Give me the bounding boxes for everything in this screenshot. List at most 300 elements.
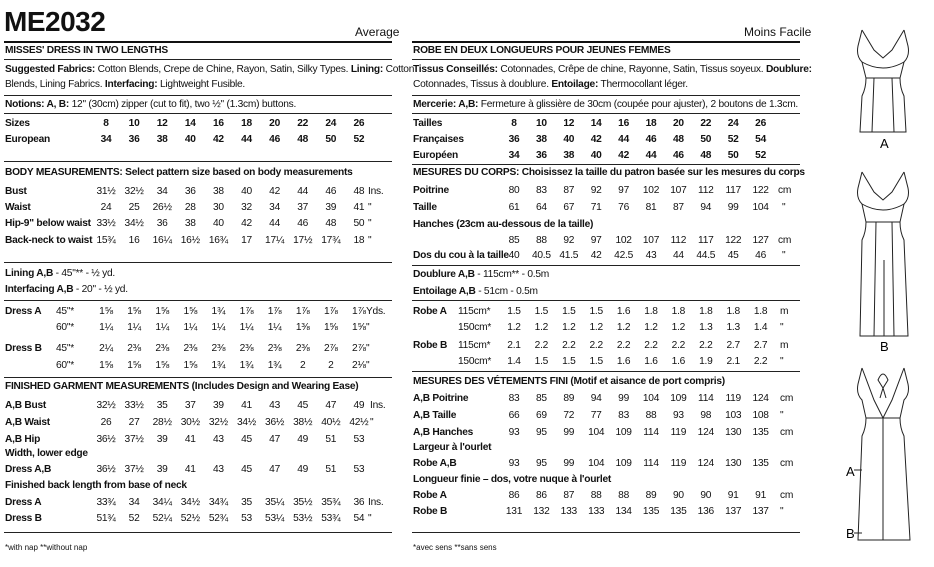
fr-taille-value-cell: 104: [752, 202, 769, 213]
fr-yardage-value-cell: 2.2: [589, 340, 603, 351]
fr-yardage-value-cell: 1.5: [589, 356, 603, 367]
fr-taille-cell: 22: [700, 118, 712, 129]
en-finished-value-cell: 43: [212, 434, 224, 445]
fr-yardage-value-cell: 1.5: [507, 306, 521, 317]
fr-hanches-value-cell: 117: [698, 235, 714, 246]
en-european-cell: 42: [212, 134, 224, 145]
fr-finished-title: MESURES DES VÉTEMENTS FINI (Motif et aisance de port compris): [413, 376, 725, 387]
en-footnote: *with nap **without nap: [5, 543, 88, 552]
en-lining-yardage: Lining A,B - 45"** - ½ yd.: [5, 268, 115, 279]
fr-finished-value-cell: 98: [700, 410, 712, 421]
en-yardage-value-cell: 2⅞: [323, 343, 338, 354]
en-dress-ab-value-cell: 53: [353, 464, 365, 475]
en-yardage-value-cell: 1⅝: [183, 306, 198, 317]
en-size-cell: 16: [212, 118, 224, 129]
en-back-value-cell: 53½: [293, 513, 313, 524]
en-size-cell: 8: [103, 118, 109, 129]
fr-robe-ab-value-cell: 135: [752, 458, 769, 469]
fr-robe-ab-value-cell: 109: [615, 458, 632, 469]
en-body-value-cell: 26½: [152, 202, 172, 213]
en-fabric-width: 60"*: [56, 360, 74, 371]
en-yardage-value-cell: 2⅜: [267, 343, 282, 354]
en-yardage-value-cell: 1⅝: [155, 306, 170, 317]
en-size-cell: 20: [269, 118, 281, 129]
en-european-cell: 50: [325, 134, 337, 145]
fr-poitrine-value-cell: 87: [563, 185, 575, 196]
en-yardage-value-cell: 2⅞: [352, 343, 366, 354]
en-yardage-value-cell: 2: [299, 360, 306, 371]
fr-yardage-value-cell: 1.6: [616, 356, 631, 367]
fr-back-value-cell: 135: [670, 506, 687, 517]
fr-robe-ab-unit: cm: [780, 458, 794, 469]
fr-taille-value-cell: 67: [563, 202, 575, 213]
en-back-value-cell: 52: [128, 513, 140, 524]
en-finished-row-label: A,B Waist: [5, 417, 50, 428]
en-finished-value-cell: 33½: [124, 400, 144, 411]
en-back-value-cell: 52½: [180, 513, 200, 524]
fr-francaise-cell: 50: [700, 134, 712, 145]
fr-finished-value-cell: 99: [618, 393, 630, 404]
fr-hanches-value-cell: 112: [670, 235, 687, 246]
fr-francaise-cell: 36: [508, 134, 520, 145]
en-yardage-unit: ": [366, 343, 370, 354]
en-dress-ab-value-cell: 41: [184, 464, 196, 475]
en-finished-unit: Ins.: [370, 400, 386, 411]
fr-finished-row-label: A,B Poitrine: [413, 393, 469, 404]
en-sizes-label: Sizes: [5, 118, 30, 129]
en-european-cell: 44: [241, 134, 252, 145]
en-body-unit: ": [368, 218, 372, 229]
fr-yardage-value-cell: 2.7: [726, 340, 740, 351]
en-body-row-label: Bust: [5, 186, 27, 197]
fr-yardage-value-cell: 1.8: [644, 306, 658, 317]
fr-yardage-value-cell: 1.5: [589, 306, 603, 317]
fr-yardage-value-cell: 2.2: [699, 340, 713, 351]
fr-robe-ab-label: Robe A,B: [413, 458, 457, 469]
en-body-value-cell: 34½: [124, 218, 144, 229]
en-body-value-cell: 40: [212, 218, 224, 229]
en-finished-value-cell: 35: [156, 400, 168, 411]
en-yardage-value-cell: 2⅜: [155, 343, 170, 354]
fr-back-value-cell: 90: [700, 490, 712, 501]
fr-longueur-label: Longueur finie – dos, votre nuque à l'ourlet: [413, 474, 612, 485]
en-finished-value-cell: 32½: [96, 400, 116, 411]
en-body-value-cell: 17¼: [265, 235, 285, 246]
en-body-value-cell: 48: [353, 186, 365, 197]
fr-robe-ab-value-cell: 104: [588, 458, 605, 469]
fr-finished-unit: cm: [780, 393, 794, 404]
en-finished-value-cell: 45: [297, 400, 309, 411]
fr-yardage-value-cell: 2.1: [726, 356, 740, 367]
en-finished-value-cell: 27: [128, 417, 140, 428]
fr-taille-value-cell: 81: [645, 202, 657, 213]
en-size-cell: 24: [325, 118, 337, 129]
fr-dos-value-cell: 40.5: [531, 250, 551, 261]
en-back-value-cell: 53¼: [265, 513, 285, 524]
fr-finished-value-cell: 83: [508, 393, 520, 404]
en-yardage-value-cell: 1⅞: [295, 306, 310, 317]
en-dress-ab-value-cell: 47: [269, 464, 281, 475]
fr-largeur-label: Largeur à l'ourlet: [413, 442, 492, 453]
fr-back-row-label: Robe B: [413, 506, 448, 517]
en-yardage-unit: ": [366, 322, 370, 333]
en-finished-value-cell: 43: [269, 400, 281, 411]
en-back-row-label: Dress B: [5, 513, 42, 524]
fr-poitrine-unit: cm: [778, 185, 792, 196]
en-body-value-cell: 30: [212, 202, 224, 213]
fr-poitrine-value-cell: 122: [752, 185, 769, 196]
fr-europeen-cell: 40: [590, 150, 602, 161]
fr-yardage-unit: ": [780, 356, 784, 367]
fr-back-value-cell: 88: [618, 490, 630, 501]
en-body-value-cell: 16½: [180, 235, 200, 246]
en-finished-value-cell: 41: [184, 434, 196, 445]
fr-finished-value-cell: 72: [563, 410, 575, 421]
fr-finished-value-cell: 104: [588, 427, 605, 438]
en-size-cell: 10: [128, 118, 140, 129]
fr-yardage-unit: m: [780, 306, 789, 317]
en-body-value-cell: 16: [128, 235, 140, 246]
en-european-cell: 52: [353, 134, 365, 145]
en-finished-value-cell: 36½: [96, 434, 116, 445]
en-yardage-value-cell: 1⅝: [99, 360, 113, 371]
fr-fabrics-line2: Cotonnades, Tissus à doublure. Entoilage: Thermocollant léger.: [413, 79, 688, 90]
fr-yardage-value-cell: 2.7: [753, 340, 768, 351]
fr-yardage-value-cell: 1.5: [562, 306, 576, 317]
fr-finished-row-label: A,B Taille: [413, 410, 457, 421]
fr-yardage-value-cell: 2.2: [753, 356, 768, 367]
en-body-value-cell: 17: [241, 235, 252, 246]
difficulty-en: Average: [355, 25, 400, 39]
fr-hanches-value-cell: 97: [590, 235, 602, 246]
en-body-value-cell: 36: [184, 186, 196, 197]
fr-francaise-cell: 48: [672, 134, 684, 145]
fr-poitrine-value-cell: 102: [642, 185, 660, 196]
en-body-value-cell: 34: [269, 202, 281, 213]
en-body-value-cell: 17½: [293, 235, 313, 246]
fr-back-value-cell: 133: [588, 506, 605, 517]
fr-finished-value-cell: 103: [725, 410, 742, 421]
en-notions: Notions: A, B: 12" (30cm) zipper (cut to fit), two ½" (1.3cm) buttons.: [5, 99, 297, 110]
fr-poitrine-value-cell: 83: [535, 185, 547, 196]
fr-finished-value-cell: 108: [752, 410, 769, 421]
fr-finished-value-cell: 77: [590, 410, 602, 421]
fr-taille-value-cell: 87: [672, 202, 684, 213]
fr-finished-value-cell: 114: [643, 427, 659, 438]
fr-robe-ab-value-cell: 119: [670, 458, 687, 469]
en-yardage-value-cell: 2¼: [99, 343, 113, 354]
fr-yardage-value-cell: 1.2: [507, 322, 521, 333]
en-yardage-value-cell: 1⅝: [183, 360, 198, 371]
en-finished-value-cell: 51: [325, 434, 337, 445]
fr-doublure-yardage: Doublure A,B - 115cm** - 0.5m: [413, 269, 549, 280]
fr-taille-cell: 16: [618, 118, 630, 129]
en-yardage-unit: ": [366, 360, 370, 371]
dress-illustrations: [800, 0, 934, 567]
fr-yardage-value-cell: 1.4: [753, 322, 768, 333]
en-finished-title: FINISHED GARMENT MEASUREMENTS (Includes Design and Wearing Ease): [5, 381, 359, 392]
en-yardage-value-cell: 2⅜: [211, 343, 226, 354]
en-finished-row-label: A,B Hip: [5, 434, 41, 445]
difficulty-fr: Moins Facile: [744, 25, 812, 39]
en-yardage-value-cell: 2⅜: [239, 343, 254, 354]
fr-back-row-label: Robe A: [413, 490, 447, 501]
fr-back-value-cell: 91: [755, 490, 767, 501]
en-yardage-value-cell: 1⅞: [323, 306, 338, 317]
fr-back-value-cell: 91: [727, 490, 739, 501]
fr-fabric-width: 115cm*: [458, 306, 491, 317]
pattern-code: ME2032: [4, 6, 106, 37]
fr-robe-ab-value-cell: 130: [725, 458, 742, 469]
en-back-unit: ": [368, 513, 372, 524]
en-dress-ab-label: Dress A,B: [5, 464, 52, 475]
fr-yardage-value-cell: 1.8: [671, 306, 686, 317]
en-body-value-cell: 44: [269, 218, 281, 229]
fr-europeen-label: Européen: [413, 150, 458, 161]
view-b-label: B: [880, 339, 889, 354]
en-back-value-cell: 52¼: [152, 513, 172, 524]
fr-back-value-cell: 133: [560, 506, 577, 517]
fr-finished-value-cell: 130: [725, 427, 742, 438]
en-european-cell: 38: [156, 134, 168, 145]
en-finished-value-cell: 30½: [180, 417, 200, 428]
fr-dos-value-cell: 42.5: [614, 250, 633, 261]
fr-yardage-value-cell: 1.2: [616, 322, 631, 333]
en-fabric-width: 45"*: [56, 306, 74, 317]
en-finished-value-cell: 28½: [152, 417, 172, 428]
en-body-value-cell: 48: [325, 218, 337, 229]
fr-robe-ab-value-cell: 114: [643, 458, 659, 469]
fr-yardage-value-cell: 1.2: [671, 322, 686, 333]
dress-back-drawing: [854, 368, 910, 540]
fr-finished-value-cell: 119: [670, 427, 687, 438]
fr-taille-cell: 12: [563, 118, 575, 129]
fr-poitrine-value-cell: 112: [698, 185, 714, 196]
en-dress-a-label: Dress A: [5, 306, 42, 317]
fr-back-unit: ": [780, 506, 784, 517]
fr-poitrine-value-cell: 97: [618, 185, 630, 196]
en-body-value-cell: 46: [297, 218, 309, 229]
view-a-label: A: [880, 136, 889, 151]
en-back-value-cell: 54: [353, 513, 365, 524]
fr-taille-value-cell: 99: [727, 202, 739, 213]
fr-finished-value-cell: 88: [645, 410, 657, 421]
en-back-unit: Ins.: [368, 497, 384, 508]
fr-hanches-value-cell: 92: [563, 235, 575, 246]
dress-a-front-drawing: [858, 30, 909, 132]
fr-yardage-value-cell: 1.6: [671, 356, 686, 367]
en-size-cell: 18: [241, 118, 252, 129]
fr-yardage-value-cell: 1.3: [726, 322, 740, 333]
fr-dos-label: Dos du cou à la taille: [413, 250, 509, 261]
en-dress-ab-value-cell: 45: [241, 464, 252, 475]
en-yardage-value-cell: 1⅝: [127, 360, 141, 371]
fr-taille-cell: 24: [727, 118, 739, 129]
en-fabric-width: 60"*: [56, 322, 74, 333]
en-finished-value-cell: 53: [353, 434, 365, 445]
fr-finished-value-cell: 124: [752, 393, 769, 404]
fr-europeen-cell: 48: [700, 150, 712, 161]
en-european-cell: 48: [297, 134, 309, 145]
fr-taille-label: Taille: [413, 202, 437, 213]
fr-europeen-cell: 36: [535, 150, 547, 161]
en-fabrics-line2: Blends, Lining Fabrics. Interfacing: Lightweight Fusible.: [5, 79, 246, 90]
fr-robe-ab-value-cell: 124: [697, 458, 714, 469]
en-back-value-cell: 52¾: [208, 513, 228, 524]
en-back-row-label: Dress A: [5, 497, 42, 508]
fr-yardage-value-cell: 1.3: [699, 322, 713, 333]
fr-finished-value-cell: 93: [672, 410, 684, 421]
en-finished-value-cell: 34½: [236, 417, 257, 428]
fr-tailles-label: Tailles: [413, 118, 443, 129]
en-body-value-cell: 42: [241, 218, 252, 229]
fr-poitrine-value-cell: 107: [670, 185, 687, 196]
en-body-title: BODY MEASUREMENTS: Select pattern size based on body measurements: [5, 167, 353, 178]
fr-taille-cell: 18: [645, 118, 657, 129]
en-interfacing-yardage: Interfacing A,B - 20" - ½ yd.: [5, 284, 128, 295]
en-body-value-cell: 16¾: [208, 235, 228, 246]
fr-back-value-cell: 132: [533, 506, 550, 517]
fr-taille-value-cell: 76: [618, 202, 630, 213]
fr-dos-unit: ": [782, 250, 786, 261]
fr-hanches-value-cell: 85: [508, 235, 520, 246]
en-yardage-value-cell: 2: [328, 360, 334, 371]
en-yardage-value-cell: 1⅝: [352, 322, 366, 333]
fr-back-value-cell: 136: [697, 506, 714, 517]
dress-b-front-drawing: [858, 172, 909, 336]
fr-dos-value-cell: 40: [508, 250, 520, 261]
fr-hanches-unit: cm: [778, 235, 792, 246]
fr-francaise-cell: 44: [618, 134, 630, 145]
fr-finished-unit: ": [780, 410, 784, 421]
fr-taille-value-cell: 64: [535, 202, 547, 213]
en-yardage-unit: Yds.: [366, 306, 386, 317]
fr-yardage-value-cell: 1.5: [534, 356, 549, 367]
en-european-cell: 46: [269, 134, 281, 145]
fr-dos-value-cell: 46: [755, 250, 767, 261]
en-finished-value-cell: 47: [269, 434, 281, 445]
fr-finished-value-cell: 89: [563, 393, 575, 404]
en-body-value-cell: 18: [353, 235, 365, 246]
fr-yardage-value-cell: 1.2: [589, 322, 603, 333]
fr-europeen-cell: 34: [508, 150, 520, 161]
fr-back-value-cell: 87: [563, 490, 575, 501]
en-yardage-value-cell: 1¾: [267, 360, 282, 371]
fr-dos-value-cell: 45: [727, 250, 739, 261]
en-back-value-cell: 53: [241, 513, 252, 524]
en-yardage-value-cell: 2⅜: [295, 343, 310, 354]
en-european-label: European: [5, 134, 50, 145]
fr-taille-unit: ": [782, 202, 786, 213]
fr-yardage-value-cell: 1.4: [507, 356, 521, 367]
fr-europeen-cell: 44: [645, 150, 657, 161]
fr-poitrine-label: Poitrine: [413, 185, 449, 196]
fr-yardage-value-cell: 1.9: [699, 356, 713, 367]
en-body-row-label: Hip-9" below waist: [5, 218, 91, 229]
en-yardage-value-cell: 2⅜: [183, 343, 198, 354]
en-body-value-cell: 24: [100, 202, 112, 213]
fr-back-value-cell: 88: [590, 490, 602, 501]
fr-fabrics: Tissus Conseillés: Cotonnades, Crêpe de chine, Rayonne, Satin, Tissus soyeux. Doublure:: [413, 64, 812, 75]
en-yardage-value-cell: 1¼: [267, 322, 282, 333]
length-b-label: B: [846, 526, 855, 541]
fr-finished-value-cell: 69: [535, 410, 547, 421]
en-dress-ab-value-cell: 49: [297, 464, 309, 475]
en-title: MISSES' DRESS IN TWO LENGTHS: [5, 45, 168, 56]
fr-francaise-cell: 54: [755, 134, 767, 145]
fr-yardage-value-cell: 2.2: [534, 340, 549, 351]
fr-hanches-value-cell: 102: [615, 235, 632, 246]
fr-hanches-value-cell: 88: [535, 235, 547, 246]
en-yardage-value-cell: 1⅞: [352, 306, 366, 317]
fr-yardage-value-cell: 2.2: [644, 340, 658, 351]
fr-back-value-cell: 137: [725, 506, 742, 517]
en-back-value-cell: 34¾: [208, 497, 228, 508]
fr-yardage-unit: ": [780, 322, 784, 333]
fr-back-value-cell: 86: [508, 490, 520, 501]
en-body-value-cell: 39: [325, 202, 337, 213]
en-body-value-cell: 15¾: [96, 235, 116, 246]
fr-yardage-value-cell: 1.5: [534, 306, 549, 317]
fr-notions: Mercerie: A,B: Fermeture à glissière de 30cm (coupée pour ajuster), 2 boutons de 1.3cm.: [413, 99, 799, 110]
fr-hanches-value-cell: 107: [642, 235, 660, 246]
en-european-cell: 36: [128, 134, 140, 145]
en-finished-value-cell: 39: [156, 434, 168, 445]
en-body-value-cell: 40: [241, 186, 252, 197]
fr-europeen-cell: 52: [755, 150, 767, 161]
fr-finished-value-cell: 85: [535, 393, 547, 404]
en-body-value-cell: 32½: [124, 186, 144, 197]
fr-taille-cell: 14: [590, 118, 602, 129]
en-yardage-value-cell: 2⅛: [352, 360, 366, 371]
en-dress-b-label: Dress B: [5, 343, 42, 354]
fr-back-value-cell: 89: [645, 490, 657, 501]
en-body-value-cell: 32: [241, 202, 252, 213]
fr-yardage-value-cell: 1.6: [644, 356, 658, 367]
fr-francaise-cell: 46: [645, 134, 657, 145]
fr-finished-value-cell: 109: [615, 427, 632, 438]
fr-robe-b-label: Robe B: [413, 340, 448, 351]
en-finished-row-label: A,B Bust: [5, 400, 47, 411]
fr-dos-value-cell: 41.5: [559, 250, 579, 261]
en-fabric-width: 45"*: [56, 343, 74, 354]
en-finished-value-cell: 47: [325, 400, 337, 411]
fr-finished-value-cell: 124: [697, 427, 714, 438]
en-body-row-label: Back-neck to waist: [5, 235, 93, 246]
en-yardage-value-cell: 2⅜: [127, 343, 141, 354]
en-back-value-cell: 35¼: [265, 497, 285, 508]
en-back-value-cell: 36: [353, 497, 365, 508]
fr-hanches-value-cell: 122: [725, 235, 742, 246]
en-european-cell: 34: [100, 134, 112, 145]
en-finished-value-cell: 36½: [265, 417, 285, 428]
en-width-lower-label: Width, lower edge: [5, 448, 88, 459]
fr-finished-unit: cm: [780, 427, 794, 438]
fr-yardage-value-cell: 1.8: [753, 306, 768, 317]
fr-finished-value-cell: 104: [642, 393, 660, 404]
fr-taille-value-cell: 61: [508, 202, 520, 213]
en-body-value-cell: 34: [156, 186, 168, 197]
fr-dos-value-cell: 42: [590, 250, 602, 261]
en-body-row-label: Waist: [5, 202, 31, 213]
fr-yardage-unit: m: [780, 340, 789, 351]
en-body-value-cell: 38: [212, 186, 224, 197]
en-body-value-cell: 41: [353, 202, 365, 213]
en-size-cell: 26: [353, 118, 365, 129]
fr-finished-value-cell: 83: [618, 410, 630, 421]
en-back-value-cell: 35¾: [321, 497, 341, 508]
fr-finished-value-cell: 135: [752, 427, 769, 438]
